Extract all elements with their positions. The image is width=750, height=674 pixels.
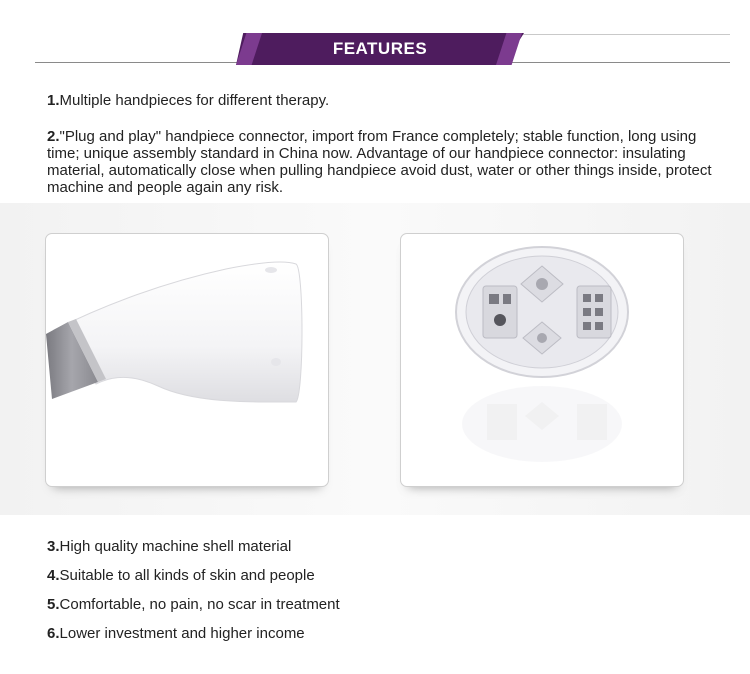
feature-item — [47, 625, 717, 643]
handpiece-image — [46, 234, 328, 486]
feature-number: 6. — [47, 625, 60, 642]
feature-number: 2. — [47, 128, 60, 145]
connector-photo-card — [400, 233, 684, 487]
product-photo-band — [0, 203, 750, 515]
feature-text: Lower investment and higher income — [59, 625, 305, 642]
features-title: FEATURES — [332, 39, 428, 58]
feature-item — [47, 538, 717, 556]
feature-number: 3. — [47, 538, 60, 555]
feature-text: High quality machine shell material — [59, 538, 292, 555]
feature-item — [47, 567, 717, 585]
feature-text: "Plug and play" handpiece connector, import from France completely; stable function, long using time; unique assembly standard in China now. Advantage of our handpiece connector: insulating material, automatically close when pulling handpiece avoid dust, water or other things inside, protect machine and people again any risk. — [47, 128, 712, 196]
feature-text: Multiple handpieces for different therapy. — [59, 92, 330, 109]
feature-number: 1. — [47, 92, 60, 109]
features-header — [0, 0, 750, 80]
feature-text: Comfortable, no pain, no scar in treatment — [59, 596, 340, 613]
features-list-bottom — [47, 538, 717, 654]
feature-item — [47, 596, 717, 614]
feature-number: 4. — [47, 567, 60, 584]
feature-number: 5. — [47, 596, 60, 613]
feature-text: Suitable to all kinds of skin and people — [59, 567, 315, 584]
handpiece-photo-card — [45, 233, 329, 487]
feature-item — [47, 92, 717, 109]
features-list-top — [47, 92, 717, 215]
connector-image — [401, 234, 683, 486]
feature-item — [47, 128, 717, 196]
